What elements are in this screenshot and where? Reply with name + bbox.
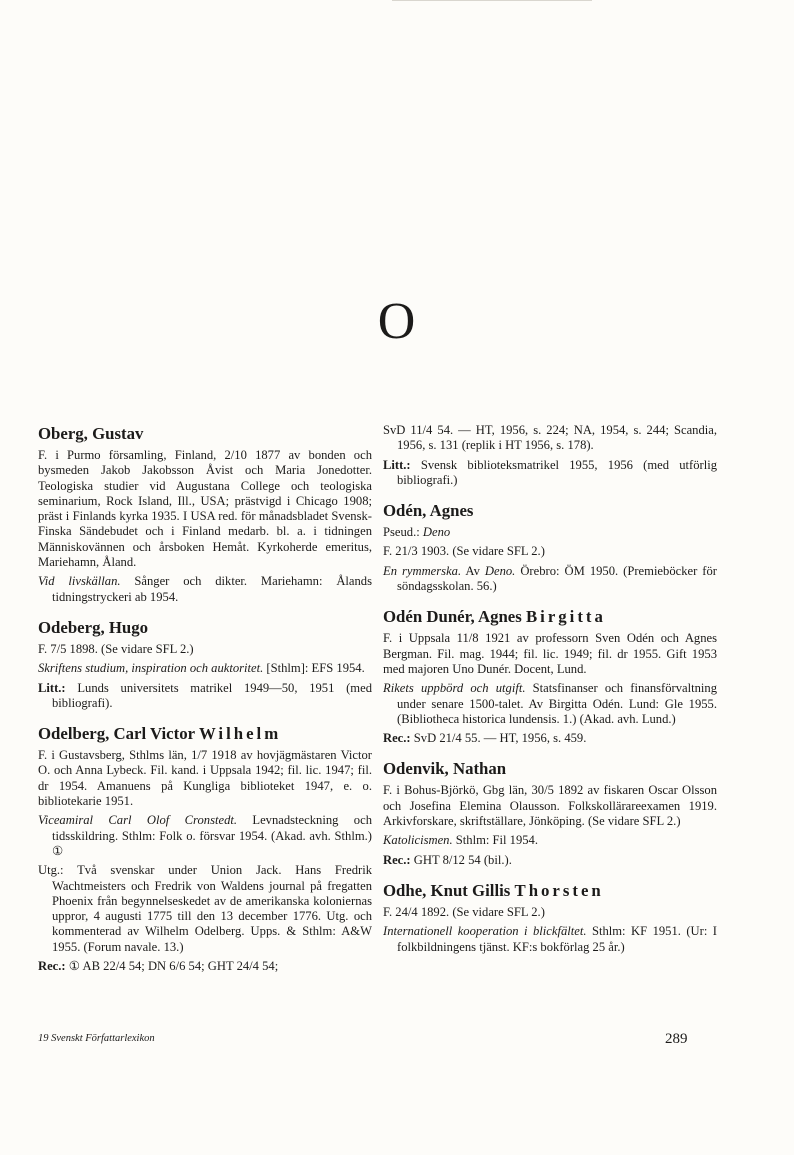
heading-name: Odelberg, Carl Victor [38,724,199,744]
section-letter: O [377,293,417,350]
litt-text: Lunds universitets matrikel 1949—50, 1951 (med bibliografi). [52,680,372,710]
entry-work [38,813,372,859]
rec-text: GHT 8/12 54 (bil.). [410,852,512,867]
entry-work [383,564,717,595]
pseud-value: Deno [422,525,451,540]
work-details: Sthlm: Fil 1954. [452,833,539,848]
entry-heading: Odenvik, Nathan [383,759,507,779]
work-title: Viceamiral Carl Olof Cronstedt. [38,813,238,828]
entry-bio: F. 24/4 1892. (Se vidare SFL 2.) [383,904,545,919]
entry-rec [38,959,372,974]
entry-heading: Odén, Agnes [383,501,474,521]
utg-label: Utg.: [38,863,64,878]
work-title: Rikets uppbörd och utgift. [383,681,526,696]
heading-spaced-name: Birgitta [525,607,606,627]
entry-oden-duner [383,606,717,746]
entry-continuation [383,423,717,488]
entry-heading: Oberg, Gustav [38,424,144,443]
continuation-text: SvD 11/4 54. — HT, 1956, s. 224; NA, 1954, s. 244; Scandia, 1956, s. 131 (replik i HT 1956, s. 178). [383,423,717,453]
pseud-label: Pseud.: [383,525,423,540]
work-mid: Av [461,563,485,578]
work-title: Internationell kooperation i blickfältet. [383,924,587,939]
entry-work [38,661,372,676]
work-author: Deno. [484,563,516,578]
entry-work [383,681,717,727]
entry-rec [383,731,717,746]
litt-label: Litt.: [383,457,411,472]
entry-oden-agnes [383,500,717,594]
rec-label: Rec.: [383,852,411,867]
entry-bio: F. i Bohus-Björkö, Gbg län, 30/5 1892 av fiskaren Oscar Olsson och Josefina Elemina Olausson. Folkskollärareexamen 1919. Arkivforskare, skriftställare, Jönköping. (Se vidare SFL 2.) [383,783,717,829]
left-column [38,423,372,986]
rec-label: Rec.: [38,959,66,974]
entry-oberg [38,423,372,605]
work-title: Skriftens studium, inspiration och auktoritet. [38,661,264,676]
entry-odelberg [38,723,372,974]
entry-odenvik [383,758,717,867]
rec-label: Rec.: [383,731,411,746]
entry-litt [383,458,717,489]
rec-text: SvD 21/4 55. — HT, 1956, s. 459. [410,731,587,746]
work-details: [Sthlm]: EFS 1954. [263,661,365,676]
entry-heading [38,723,372,744]
entry-work [383,924,717,955]
work-title: Vid livskällan. [38,574,121,589]
entry-heading: Odeberg, Hugo [38,617,149,637]
entry-rec [383,853,717,868]
utg-text: Två svenskar under Union Jack. Hans Fredrik Wachtmeisters och Fredrik von Waldens journal på fregatten Phoenix från begynnelseskedet av de amerikanska koloniernas uppror, 4 augusti 1775 till den 13 december 1776. Utg. och kommenterad av Wilhelm Odelberg. Upps. & Sthlm: A&W 1955. (Forum navale. 13.) [52,863,372,954]
entry-work [38,574,372,605]
entry-bio: F. i Gustavsberg, Sthlms län, 1/7 1918 av hovjägmästaren Victor O. och Anna Lybeck. Fil. kand. i Uppsala 1942; fil. lic. 1947; fil. dr 1954. Amanuens på Kungliga biblioteket 1947, e. o. bibliotekarie 1951. [38,748,372,809]
entry-bio: F. 7/5 1898. (Se vidare SFL 2.) [38,641,194,656]
work-title: En rymmerska. [383,563,462,578]
work-details: Sthlm: KF 1951. (Ur: I folkbildningens tjänst. KF:s bokförlag 25 år.) [397,924,717,954]
work-title: Katolicismen. [383,833,453,848]
entry-utg [38,863,372,955]
heading-spaced-name: Wilhelm [198,724,282,744]
work-details: Sånger och dikter. Mariehamn: Ålands tidningstryckeri ab 1954. [52,574,372,604]
rec-text: ① AB 22/4 54; DN 6/6 54; GHT 24/4 54; [65,959,279,974]
entry-heading [383,880,717,901]
entry-heading [383,606,717,627]
top-rule [392,0,592,1]
entry-pseudonym [383,525,717,540]
entry-odeberg [38,617,372,711]
litt-label: Litt.: [38,680,66,695]
work-details: Örebro: ÖM 1950. (Premieböcker för söndagsskolan. 56.) [397,563,717,594]
page-number: 289 [665,1031,688,1047]
entry-odhe [383,880,717,955]
entry-work [383,833,717,848]
entry-bio: F. 21/3 1903. (Se vidare SFL 2.) [383,544,545,559]
heading-name: Odhe, Knut Gillis [383,880,515,900]
entry-bio: F. i Uppsala 11/8 1921 av professorn Sven Odén och Agnes Bergman. Fil. mag. 1944; fil. lic. 1949; fil. dr 1955. Gift 1953 med majoren Uno Dunér. Docent, Lund. [383,631,717,676]
litt-text: Svensk biblioteksmatrikel 1955, 1956 (med utförlig bibliografi.) [397,457,717,487]
signature-mark: 19 Svenskt Författarlexikon [38,1033,155,1044]
entry-litt [38,681,372,712]
work-details: Statsfinanser och finansförvaltning under senare 1500-talet. Av Birgitta Odén. Lund: Gle 1955. (Bibliotheca historica lundensis. 1.) (Akad. avh. Lund.) [397,681,717,726]
heading-spaced-name: Thorsten [514,880,604,900]
entry-bio: F. i Purmo församling, Finland, 2/10 1877 av bonden och bysmeden Jakob Jakobsson Åvist och Maria Jonedotter. Teologiska studier vid Augustana College och teologiska seminarium, Rock Island, Ill., USA; prästvigd i Chicago 1908; präst i Finlands kyrka 1935. I USA red. för månadsbladet Svensk-Finska Sändebudet och i Finland medarb. bl. a. i tidningen Människovännen och årsboken Hemåt. Kyrkoherde emeritus, Mariehamn, Åland. [38,448,372,570]
right-column [383,423,717,967]
heading-name: Odén Dunér, Agnes [383,607,526,627]
work-details: Levnadsteckning och tidsskildring. Sthlm: Folk o. försvar 1954. (Akad. avh. Sthlm.) ① [52,813,372,858]
